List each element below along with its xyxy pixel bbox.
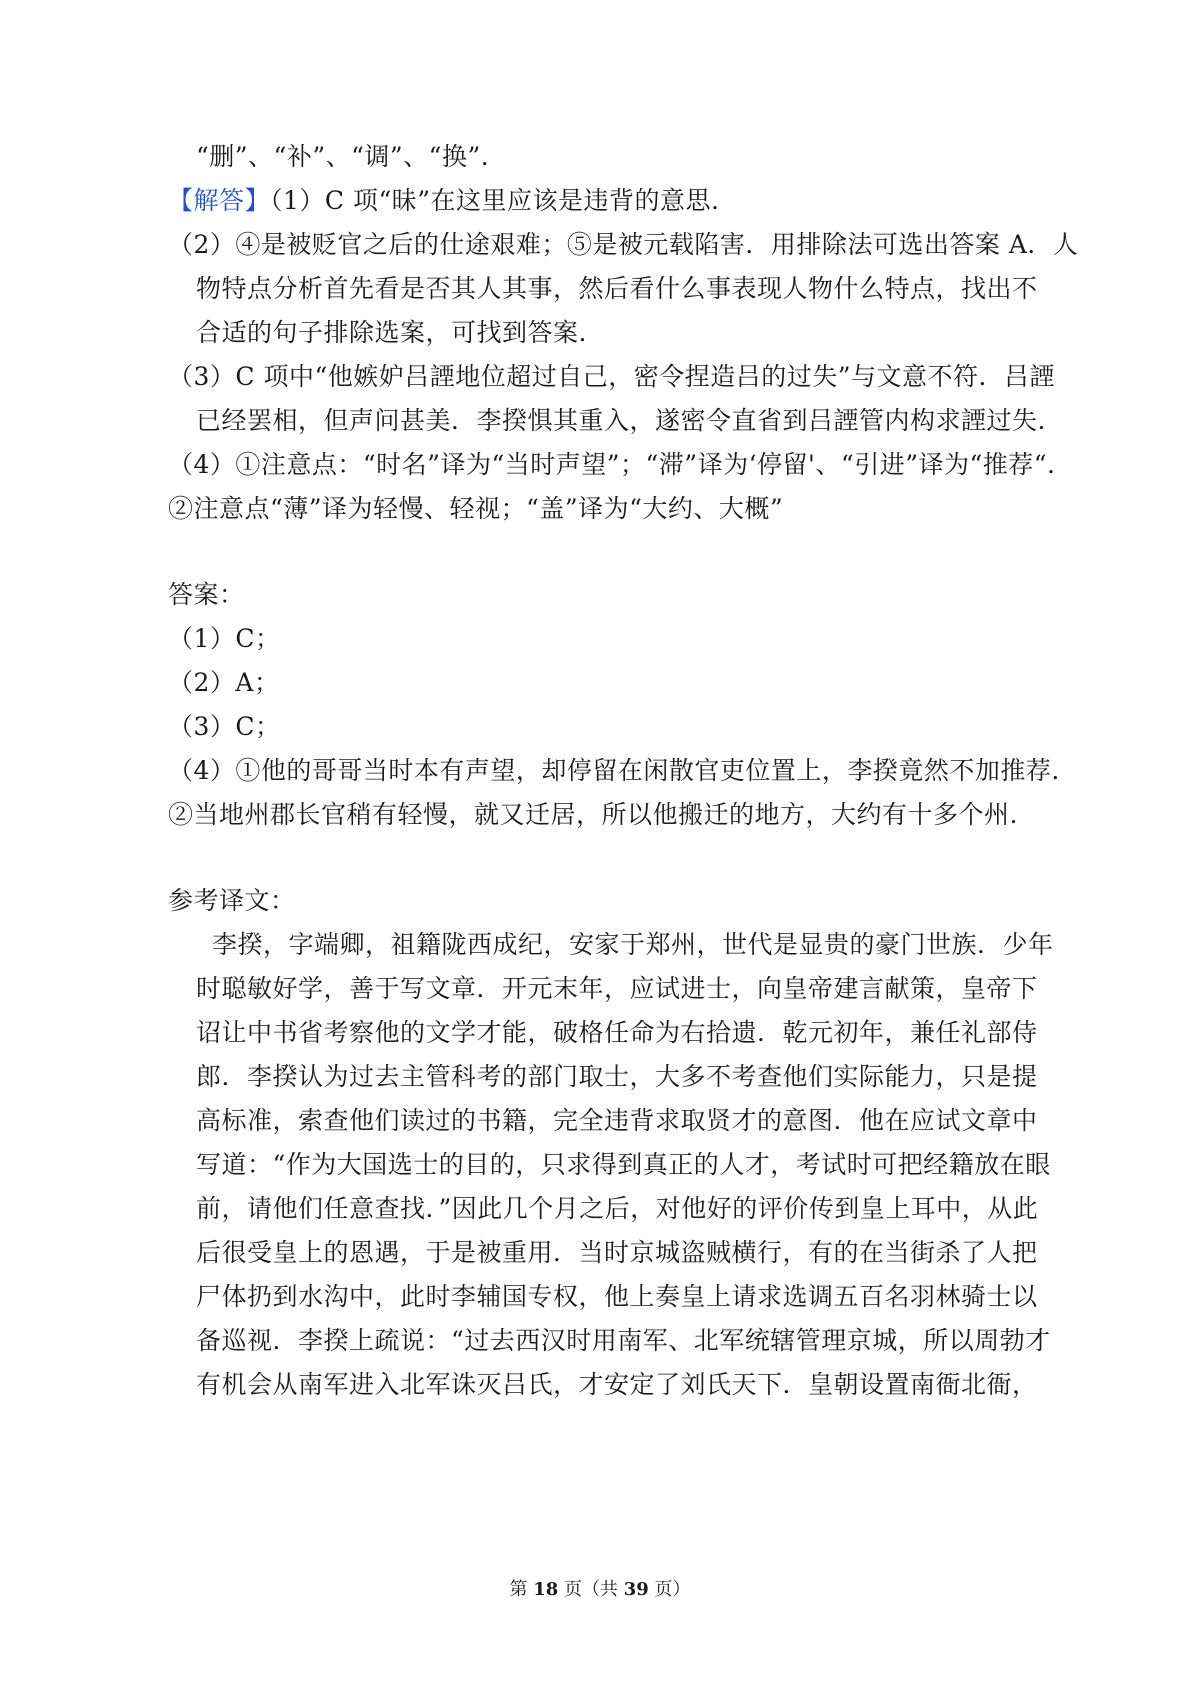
text-line: （1）C 项“昧”在这里应该是违背的意思. bbox=[270, 186, 720, 215]
translation-line: 诏让中书省考察他的文学才能，破格任命为右拾遗．乾元初年，兼任礼部侍 bbox=[196, 1018, 1038, 1047]
text-line: 已经罢相，但声问甚美．李揆惧其重入，遂密令直省到吕諲管内构求諲过失. bbox=[196, 406, 1046, 435]
page-number: 18 bbox=[533, 1579, 559, 1600]
answer-item: （1）C； bbox=[168, 624, 281, 653]
text-line: （4）①注意点：“时名”译为“当时声望”；“滞”译为‘停留'、“引进”译为“推荐“. bbox=[168, 450, 1056, 479]
translation-heading: 参考译文： bbox=[168, 886, 296, 915]
footer-middle: 页（共 bbox=[558, 1579, 624, 1600]
translation-line: 李揆，字端卿，祖籍陇西成纪，安家于郑州，世代是显贵的豪门世族．少年 bbox=[212, 930, 1054, 959]
answer-tag: 【解答】 bbox=[168, 186, 271, 215]
answer-line bbox=[168, 186, 720, 216]
translation-line: 有机会从南军进入北军诛灭吕氏，才安定了刘氏天下．皇朝设置南衙北衙， bbox=[196, 1370, 1038, 1399]
text-line: ②注意点“薄”译为轻慢、轻视；“盖”译为“大约、大概” bbox=[168, 494, 784, 523]
translation-line: 写道：“作为大国选士的目的，只求得到真正的人才，考试时可把经籍放在眼 bbox=[196, 1150, 1051, 1179]
translation-line: 郎．李揆认为过去主管科考的部门取士，大多不考查他们实际能力，只是提 bbox=[196, 1062, 1038, 1091]
translation-line: 后很受皇上的恩遇，于是被重用．当时京城盗贼横行，有的在当街杀了人把 bbox=[196, 1238, 1038, 1267]
text-line: “删”、“补”、“调”、“换”. bbox=[196, 142, 490, 171]
text-line: （3）C 项中“他嫉妒吕諲地位超过自己，密令捏造吕的过失”与文意不符．吕諲 bbox=[168, 362, 1056, 391]
translation-line: 高标准，索查他们读过的书籍，完全违背求取贤才的意图．他在应试文章中 bbox=[196, 1106, 1038, 1135]
answer-item: ②当地州郡长官稍有轻慢，就又迁居，所以他搬迁的地方，大约有十多个州. bbox=[168, 800, 1018, 829]
page-total: 39 bbox=[623, 1579, 649, 1600]
answers-heading: 答案： bbox=[168, 580, 245, 609]
translation-line: 备巡视．李揆上疏说：“过去西汉时用南军、北军统辖管理京城，所以周勃才 bbox=[196, 1326, 1051, 1355]
text-line: 合适的句子排除选案，可找到答案. bbox=[196, 318, 587, 347]
answer-item: （4）①他的哥哥当时本有声望，却停留在闲散官吏位置上，李揆竟然不加推荐. bbox=[168, 756, 1060, 785]
footer-prefix: 第 bbox=[509, 1579, 534, 1600]
answer-item: （3）C； bbox=[168, 712, 281, 741]
translation-line: 尸体扔到水沟中，此时李辅国专权，他上奏皇上请求选调五百名羽林骑士以 bbox=[196, 1282, 1038, 1311]
answer-item: （2）A； bbox=[168, 668, 280, 697]
footer-suffix: 页） bbox=[648, 1579, 691, 1600]
page-footer bbox=[0, 1578, 1200, 1602]
text-line: （2）④是被贬官之后的仕途艰难；⑤是被元载陷害．用排除法可选出答案 A．人 bbox=[168, 230, 1079, 259]
translation-line: 前，请他们任意查找．”因此几个月之后，对他好的评价传到皇上耳中，从此 bbox=[196, 1194, 1039, 1223]
text-line: 物特点分析首先看是否其人其事，然后看什么事表现人物什么特点，找出不 bbox=[196, 274, 1038, 303]
translation-line: 时聪敏好学，善于写文章．开元末年，应试进士，向皇帝建言献策，皇帝下 bbox=[196, 974, 1038, 1003]
